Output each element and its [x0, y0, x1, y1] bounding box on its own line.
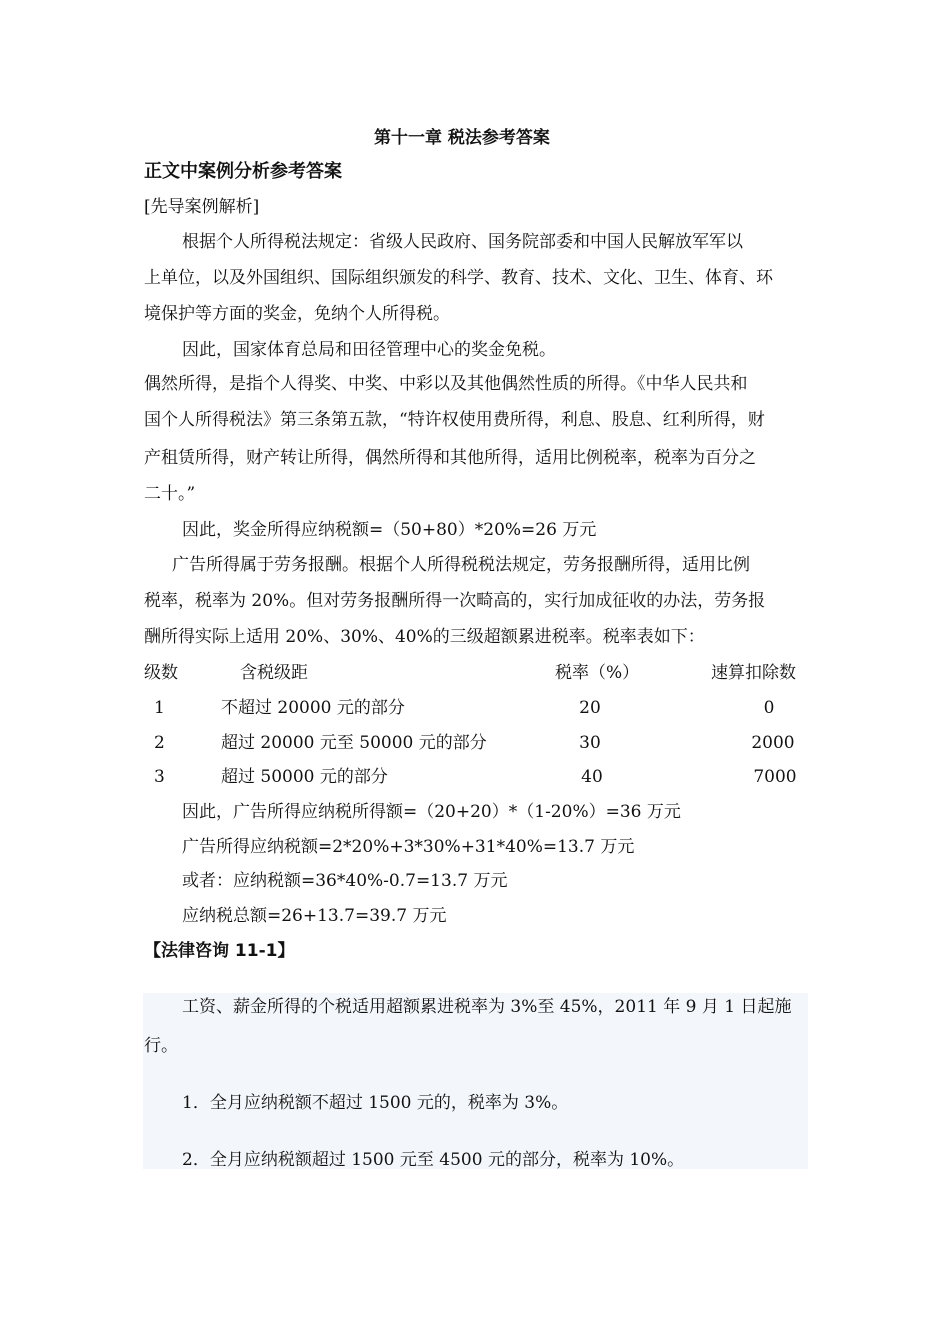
- paragraph-line: 境保护等方面的奖金，免纳个人所得税。: [144, 304, 450, 324]
- table-header-range: 含税级距: [240, 663, 308, 683]
- calculation-line: 或者：应纳税额=36*40%-0.7=13.7 万元: [182, 871, 508, 891]
- consult-heading: 【法律咨询 11-1】: [144, 941, 295, 961]
- calculation-line: 应纳税总额=26+13.7=39.7 万元: [182, 906, 447, 926]
- paragraph-line: 因此，奖金所得应纳税额=（50+80）*20%=26 万元: [182, 520, 597, 540]
- consult-line: 工资、薪金所得的个税适用超额累进税率为 3%至 45%，2011 年 9 月 1 日起施: [182, 997, 792, 1017]
- table-cell-range: 超过 50000 元的部分: [221, 767, 388, 787]
- table-header-level: 级数: [144, 663, 178, 683]
- table-header-deduction: 速算扣除数: [711, 663, 796, 683]
- paragraph-line: 根据个人所得税法规定：省级人民政府、国务院部委和中国人民解放军军以: [182, 232, 743, 252]
- paragraph-line: 酬所得实际上适用 20%、30%、40%的三级超额累进税率。税率表如下：: [144, 627, 705, 647]
- table-cell-rate: 40: [581, 767, 603, 787]
- table-cell-range: 超过 20000 元至 50000 元的部分: [221, 733, 487, 753]
- table-cell-deduction: 7000: [753, 767, 797, 787]
- paragraph-line: 二十。”: [144, 484, 196, 504]
- table-cell-deduction: 2000: [751, 733, 795, 753]
- section-subtitle: 正文中案例分析参考答案: [144, 161, 342, 182]
- calculation-line: 因此，广告所得应纳税所得额=（20+20）*（1-20%）=36 万元: [182, 802, 681, 822]
- table-cell-deduction: 0: [763, 698, 775, 718]
- table-cell-rate: 30: [579, 733, 601, 753]
- table-header-rate: 税率（%）: [555, 663, 640, 683]
- consult-line: 行。: [144, 1036, 178, 1056]
- table-cell-level: 2: [154, 733, 165, 753]
- paragraph-line: 国个人所得税法》第三条第五款，“特许权使用费所得，利息、股息、红利所得，财: [144, 410, 765, 430]
- paragraph-line: 偶然所得，是指个人得奖、中奖、中彩以及其他偶然性质的所得。《中华人民共和: [144, 374, 748, 394]
- consult-line: 1．全月应纳税额不超过 1500 元的，税率为 3%。: [182, 1093, 569, 1113]
- page-title: 第十一章 税法参考答案: [374, 128, 550, 148]
- table-cell-level: 3: [154, 767, 165, 787]
- paragraph-line: 因此，国家体育总局和田径管理中心的奖金免税。: [182, 340, 556, 360]
- paragraph-line: 上单位，以及外国组织、国际组织颁发的科学、教育、技术、文化、卫生、体育、环: [144, 268, 773, 288]
- consult-line: 2．全月应纳税额超过 1500 元至 4500 元的部分，税率为 10%。: [182, 1150, 685, 1170]
- table-cell-range: 不超过 20000 元的部分: [221, 698, 405, 718]
- paragraph-line: 产租赁所得，财产转让所得，偶然所得和其他所得，适用比例税率，税率为百分之: [144, 448, 756, 468]
- table-cell-level: 1: [154, 698, 165, 718]
- paragraph-line: 税率，税率为 20%。但对劳务报酬所得一次畸高的，实行加成征收的办法，劳务报: [144, 591, 766, 611]
- calculation-line: 广告所得应纳税额=2*20%+3*30%+31*40%=13.7 万元: [182, 837, 635, 857]
- table-cell-rate: 20: [579, 698, 601, 718]
- section-heading: [先导案例解析]: [144, 197, 260, 217]
- paragraph-line: 广告所得属于劳务报酬。根据个人所得税税法规定，劳务报酬所得，适用比例: [172, 555, 750, 575]
- consult-shaded-block: [143, 993, 808, 1169]
